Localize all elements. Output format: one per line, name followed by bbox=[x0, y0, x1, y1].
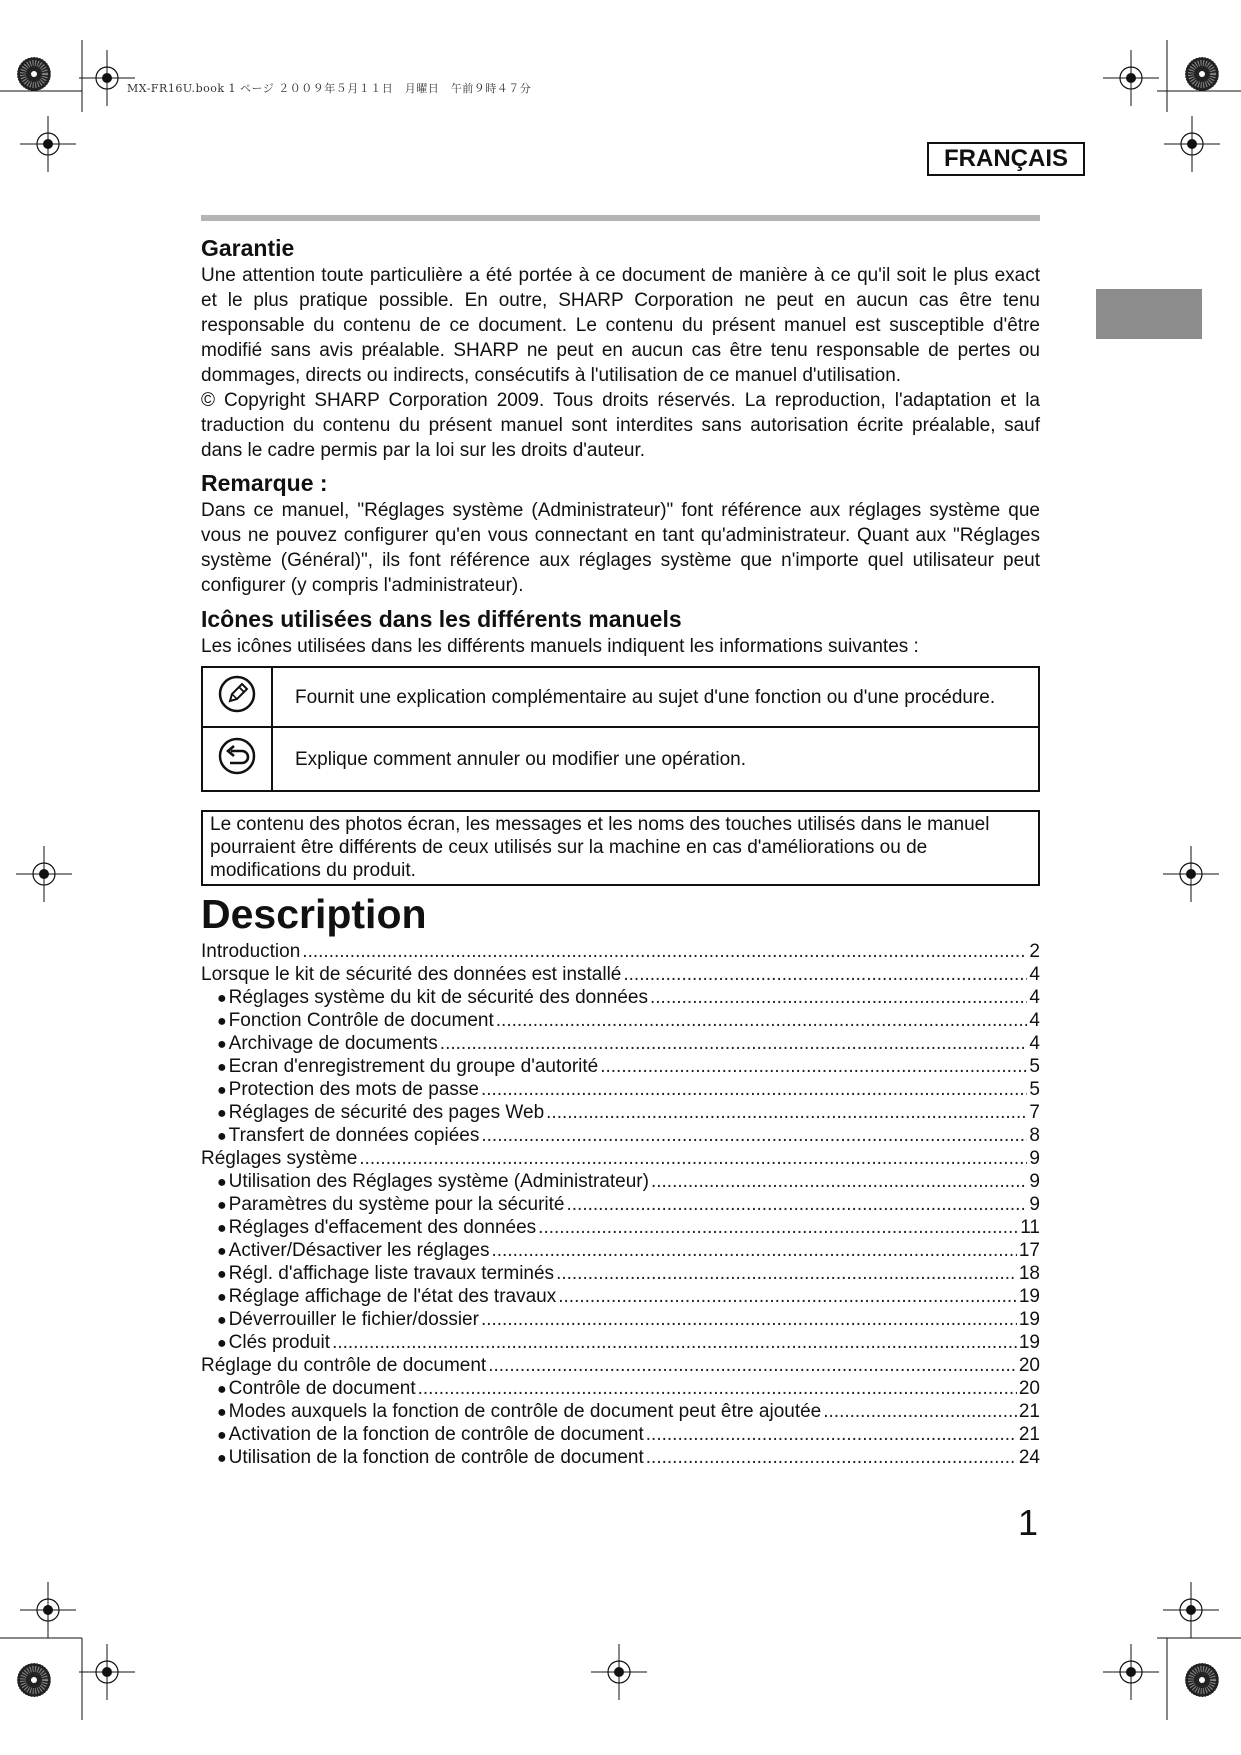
icon-table-row bbox=[202, 667, 1039, 727]
garantie-paragraph-1: Une attention toute particulière a été portée à ce document de manière à ce qu'il soit le plus exact et le plus pratique possible. En outre, SHARP Corporation ne peut en aucun cas être tenu responsable du contenu de ce document. Le contenu du présent manuel est susceptible d'être modifié sans avis préalable. SHARP ne peut en aucun cas être tenu responsable de pertes ou dommages, directs ou indirects, consécutifs à l'utilisation de ce manuel d'utilisation. bbox=[201, 265, 1040, 386]
toc-item[interactable] bbox=[201, 1446, 1040, 1469]
icon-cell bbox=[202, 727, 272, 791]
toc-page-number: 19 bbox=[1018, 1286, 1040, 1307]
toc-label: Activer/Désactiver les réglages bbox=[228, 1240, 490, 1261]
toc-leader-dots bbox=[418, 1377, 1017, 1400]
toc-bullet: ● bbox=[217, 1427, 227, 1444]
toc-item[interactable] bbox=[201, 1078, 1040, 1101]
toc-item[interactable] bbox=[201, 1308, 1040, 1331]
toc-item[interactable] bbox=[201, 940, 1040, 963]
toc-page-number: 4 bbox=[1029, 1033, 1040, 1054]
icon-description: Explique comment annuler ou modifier une opération. bbox=[272, 727, 1039, 791]
toc-bullet: ● bbox=[217, 1450, 227, 1467]
toc-bullet: ● bbox=[217, 1335, 227, 1352]
toc-leader-dots bbox=[651, 1170, 1027, 1193]
toc-bullet: ● bbox=[217, 1105, 227, 1122]
toc-leader-dots bbox=[359, 1147, 1027, 1170]
toc-leader-dots bbox=[440, 1032, 1028, 1055]
toc-leader-dots bbox=[481, 1308, 1017, 1331]
toc-label: Fonction Contrôle de document bbox=[228, 1010, 494, 1031]
toc-item[interactable] bbox=[201, 1032, 1040, 1055]
icon-table bbox=[201, 666, 1040, 792]
undo-arrow-icon bbox=[217, 736, 257, 776]
toc-leader-dots bbox=[600, 1055, 1027, 1078]
toc-item[interactable] bbox=[201, 1239, 1040, 1262]
toc-item[interactable] bbox=[201, 1055, 1040, 1078]
toc-item[interactable] bbox=[201, 1170, 1040, 1193]
toc-bullet: ● bbox=[217, 1381, 227, 1398]
toc-leader-dots bbox=[488, 1354, 1017, 1377]
icones-intro: Les icônes utilisées dans les différents manuels indiquent les informations suivantes : bbox=[201, 636, 919, 657]
toc-bullet: ● bbox=[217, 1174, 227, 1191]
toc-leader-dots bbox=[823, 1400, 1017, 1423]
toc-label: Réglage du contrôle de document bbox=[201, 1355, 487, 1376]
icones-heading: Icônes utilisées dans les différents manuels bbox=[201, 606, 682, 632]
toc-page-number: 9 bbox=[1029, 1171, 1040, 1192]
toc-label: Protection des mots de passe bbox=[228, 1079, 479, 1100]
toc-page-number: 4 bbox=[1029, 964, 1040, 985]
toc-bullet: ● bbox=[217, 990, 227, 1007]
toc-leader-dots bbox=[332, 1331, 1017, 1354]
language-label: FRANÇAIS bbox=[927, 142, 1085, 176]
toc-leader-dots bbox=[623, 963, 1027, 986]
toc-page-number: 5 bbox=[1029, 1079, 1040, 1100]
toc-page-number: 21 bbox=[1018, 1424, 1040, 1445]
toc-label: Lorsque le kit de sécurité des données est installé bbox=[201, 964, 622, 985]
garantie-paragraph-2: © Copyright SHARP Corporation 2009. Tous droits réservés. La reproduction, l'adaptation et la traduction du contenu du présent manuel sont interdites sans autorisation écrite préalable, sauf dans le cadre permis par la loi sur les droits d'auteur. bbox=[201, 390, 1040, 461]
toc-item[interactable] bbox=[201, 1377, 1040, 1400]
icon-table-row bbox=[202, 727, 1039, 791]
toc-leader-dots bbox=[538, 1216, 1018, 1239]
toc-label: Introduction bbox=[201, 941, 301, 962]
toc-leader-dots bbox=[481, 1124, 1027, 1147]
toc-bullet: ● bbox=[217, 1197, 227, 1214]
toc-page-number: 5 bbox=[1029, 1056, 1040, 1077]
toc-leader-dots bbox=[646, 1446, 1017, 1469]
toc-leader-dots bbox=[481, 1078, 1027, 1101]
toc-item[interactable] bbox=[201, 1262, 1040, 1285]
main-content bbox=[201, 233, 1040, 1469]
toc-label: Réglages système du kit de sécurité des données bbox=[228, 987, 648, 1008]
toc-label: Modes auxquels la fonction de contrôle de document peut être ajoutée bbox=[228, 1401, 822, 1422]
toc-item[interactable] bbox=[201, 1331, 1040, 1354]
page-number: 1 bbox=[1018, 1502, 1039, 1543]
toc-item[interactable] bbox=[201, 1101, 1040, 1124]
toc-page-number: 19 bbox=[1018, 1309, 1040, 1330]
icon-cell bbox=[202, 667, 272, 727]
toc-page-number: 7 bbox=[1029, 1102, 1040, 1123]
toc-item[interactable] bbox=[201, 1124, 1040, 1147]
toc-bullet: ● bbox=[217, 1059, 227, 1076]
toc-page-number: 18 bbox=[1018, 1263, 1040, 1284]
toc-page-number: 2 bbox=[1029, 941, 1040, 962]
toc-item[interactable] bbox=[201, 1354, 1040, 1377]
top-rule bbox=[201, 215, 1040, 221]
toc-item[interactable] bbox=[201, 986, 1040, 1009]
toc-page-number: 21 bbox=[1018, 1401, 1040, 1422]
toc-bullet: ● bbox=[217, 1220, 227, 1237]
toc-leader-dots bbox=[492, 1239, 1017, 1262]
toc-label: Ecran d'enregistrement du groupe d'autorité bbox=[228, 1056, 599, 1077]
toc-leader-dots bbox=[556, 1262, 1017, 1285]
toc-label: Clés produit bbox=[228, 1332, 331, 1353]
toc-item[interactable] bbox=[201, 1423, 1040, 1446]
toc-label: Contrôle de document bbox=[228, 1378, 416, 1399]
section-tab bbox=[1096, 289, 1202, 339]
toc-item[interactable] bbox=[201, 963, 1040, 986]
toc-label: Réglages système bbox=[201, 1148, 358, 1169]
toc-leader-dots bbox=[496, 1009, 1028, 1032]
toc-label: Activation de la fonction de contrôle de document bbox=[228, 1424, 644, 1445]
toc-bullet: ● bbox=[217, 1312, 227, 1329]
toc-bullet: ● bbox=[217, 1128, 227, 1145]
icon-description: Fournit une explication complémentaire au sujet d'une fonction ou d'une procédure. bbox=[272, 667, 1039, 727]
toc-page-number: 20 bbox=[1018, 1378, 1040, 1399]
toc-item[interactable] bbox=[201, 1193, 1040, 1216]
toc-label: Utilisation de la fonction de contrôle de document bbox=[228, 1447, 644, 1468]
toc-label: Réglages d'effacement des données bbox=[228, 1217, 537, 1238]
toc-label: Déverrouiller le fichier/dossier bbox=[228, 1309, 479, 1330]
toc-page-number: 4 bbox=[1029, 1010, 1040, 1031]
print-info-header: MX-FR16U.book 1 ページ ２００９年５月１１日 月曜日 午前９時４７分 bbox=[127, 82, 532, 95]
toc-page-number: 9 bbox=[1029, 1148, 1040, 1169]
toc-bullet: ● bbox=[217, 1289, 227, 1306]
note-box: Le contenu des photos écran, les messages et les noms des touches utilisés dans le manuel pourraient être différents de ceux utilisés sur la machine en cas d'améliorations ou de modifications du produit. bbox=[201, 810, 1040, 886]
toc-label: Transfert de données copiées bbox=[228, 1125, 480, 1146]
description-heading: Description bbox=[201, 891, 427, 937]
toc-item[interactable] bbox=[201, 1147, 1040, 1170]
toc-bullet: ● bbox=[217, 1036, 227, 1053]
toc-label: Utilisation des Réglages système (Administrateur) bbox=[228, 1171, 649, 1192]
toc-leader-dots bbox=[546, 1101, 1027, 1124]
toc-leader-dots bbox=[646, 1423, 1017, 1446]
toc-page-number: 9 bbox=[1029, 1194, 1040, 1215]
toc-bullet: ● bbox=[217, 1243, 227, 1260]
toc-leader-dots bbox=[302, 940, 1027, 963]
toc-page-number: 4 bbox=[1029, 987, 1040, 1008]
toc-leader-dots bbox=[558, 1285, 1017, 1308]
toc-bullet: ● bbox=[217, 1013, 227, 1030]
garantie-heading: Garantie bbox=[201, 235, 295, 261]
toc-page-number: 8 bbox=[1029, 1125, 1040, 1146]
remarque-paragraph: Dans ce manuel, "Réglages système (Administrateur)" font référence aux réglages système que vous ne pouvez configurer qu'en vous connectant en tant qu'administrateur. Quant aux "Réglages système (Général)", ils font référence aux réglages système que n'importe quel utilisateur peut configurer (y compris l'administrateur). bbox=[201, 500, 1040, 596]
toc-label: Archivage de documents bbox=[228, 1033, 438, 1054]
toc-bullet: ● bbox=[217, 1404, 227, 1421]
toc-bullet: ● bbox=[217, 1266, 227, 1283]
pencil-note-icon bbox=[217, 674, 257, 714]
toc-item[interactable] bbox=[201, 1009, 1040, 1032]
toc-label: Régl. d'affichage liste travaux terminés bbox=[228, 1263, 555, 1284]
toc-label: Réglage affichage de l'état des travaux bbox=[228, 1286, 557, 1307]
toc-page-number: 11 bbox=[1020, 1217, 1040, 1238]
toc-label: Paramètres du système pour la sécurité bbox=[228, 1194, 565, 1215]
toc-item[interactable] bbox=[201, 1285, 1040, 1308]
toc-label: Réglages de sécurité des pages Web bbox=[228, 1102, 545, 1123]
toc-leader-dots bbox=[566, 1193, 1027, 1216]
table-of-contents bbox=[201, 940, 1040, 1469]
toc-page-number: 19 bbox=[1018, 1332, 1040, 1353]
toc-item[interactable] bbox=[201, 1400, 1040, 1423]
toc-item[interactable] bbox=[201, 1216, 1040, 1239]
toc-bullet: ● bbox=[217, 1082, 227, 1099]
toc-page-number: 20 bbox=[1018, 1355, 1040, 1376]
toc-page-number: 24 bbox=[1018, 1447, 1040, 1468]
toc-page-number: 17 bbox=[1018, 1240, 1040, 1261]
toc-leader-dots bbox=[650, 986, 1027, 1009]
remarque-heading: Remarque : bbox=[201, 470, 328, 496]
